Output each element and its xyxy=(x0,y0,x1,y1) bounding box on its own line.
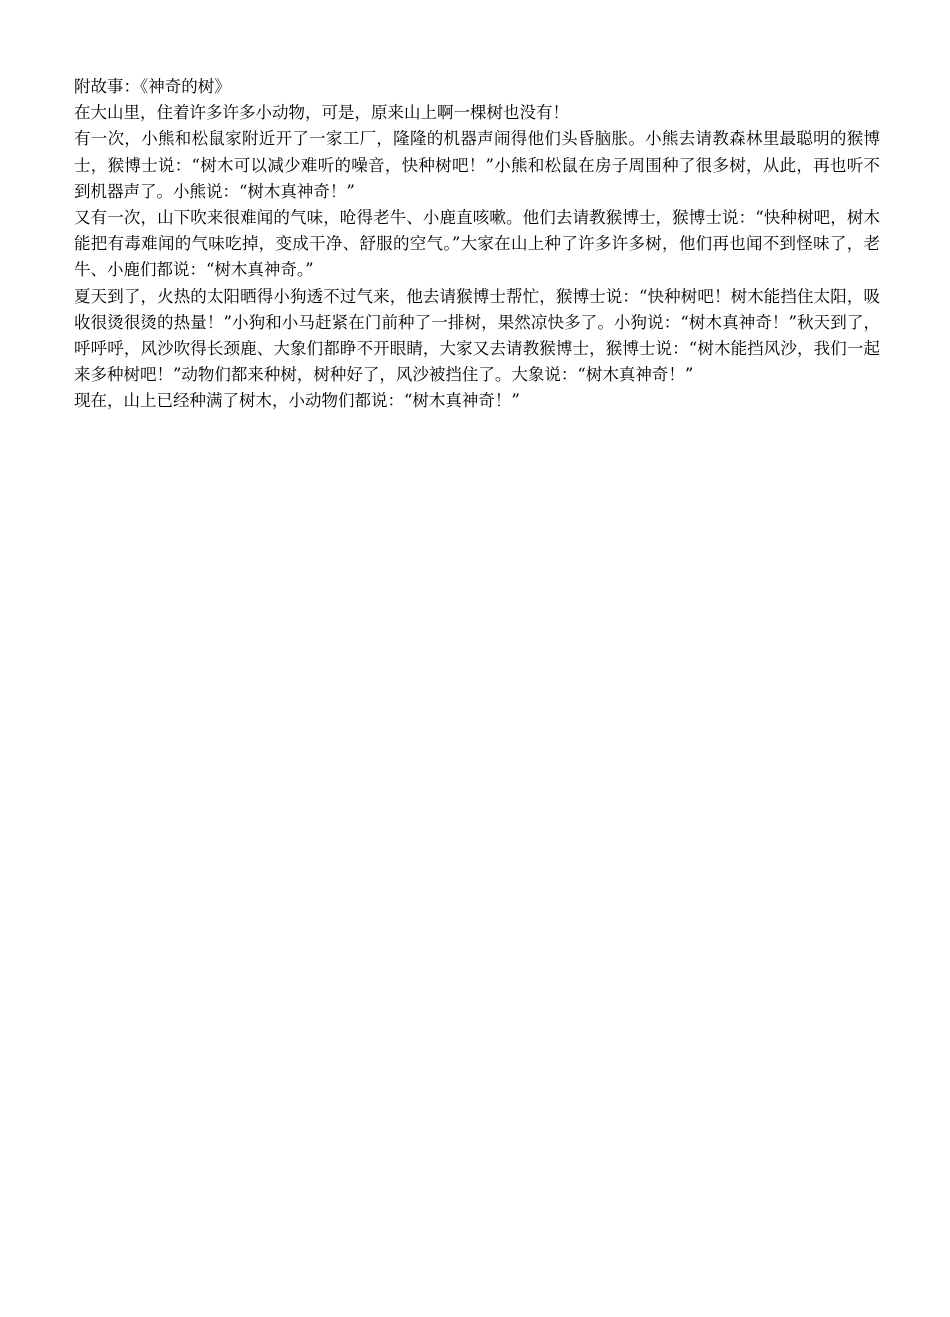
story-heading: 附故事：《神奇的树》 xyxy=(74,77,231,96)
paragraph-heat-sand: 夏天到了，火热的太阳晒得小狗透不过气来，他去请猴博士帮忙，猴博士说：“快种树吧！树木能挡住太阳，吸收很烫很烫的热量！”小狗和小马赶紧在门前种了一排树，果然凉快多了。小狗说：“树木真神奇！”秋天到了，呼呼呼，风沙吹得长颈鹿、大象们都睁不开眼睛，大家又去请教猴博士，猴博士说：“树木能挡风沙，我们一起来多种树吧！”动物们都来种树，树种好了，风沙被挡住了。大象说：“树木真神奇！” xyxy=(74,286,880,385)
paragraph-noise: 有一次，小熊和松鼠家附近开了一家工厂，隆隆的机器声闹得他们头昏脑胀。小熊去请教森林里最聪明的猴博士，猴博士说：“树木可以减少难听的噪音，快种树吧！”小熊和松鼠在房子周围种了很多树，从此，再也听不到机器声了。小熊说：“树木真神奇！” xyxy=(74,129,880,201)
paragraph-intro: 在大山里，住着许多许多小动物，可是，原来山上啊一棵树也没有！ xyxy=(74,103,569,123)
paragraph-smell: 又有一次，山下吹来很难闻的气味，呛得老牛、小鹿直咳嗽。他们去请教猴博士，猴博士说：“快种树吧，树木能把有毒难闻的气味吃掉，变成干净、舒服的空气。”大家在山上种了许多许多树，他们再也闻不到怪味了，老牛、小鹿们都说：“树木真神奇。” xyxy=(74,208,880,280)
document-page xyxy=(74,74,880,415)
paragraph-ending: 现在，山上已经种满了树木，小动物们都说：“树木真神奇！” xyxy=(74,391,520,411)
